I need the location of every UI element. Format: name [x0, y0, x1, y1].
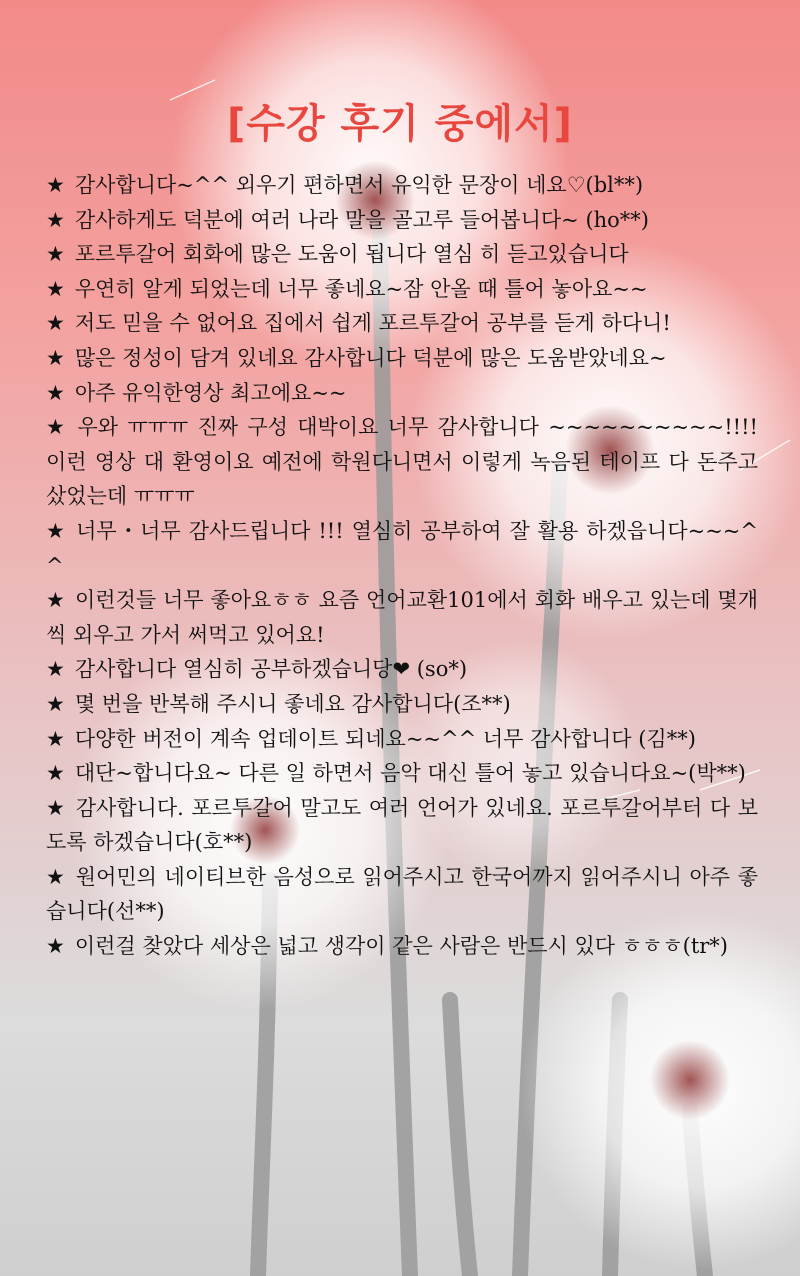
review-item: [46, 203, 758, 238]
page-title: [수강 후기 중에서]: [227, 101, 573, 147]
star-icon: ★: [46, 934, 65, 959]
review-text: 원어민의 네이티브한 음성으로 읽어주시고 한국어까지 읽어주시니 아주 좋습니다(선**): [46, 864, 759, 924]
review-text: 저도 믿을 수 없어요 집에서 쉽게 포르투갈어 공부를 듣게 하다니!: [74, 311, 671, 336]
review-text: 너무・너무 감사드립니다 !!! 열심히 공부하여 잘 활용 하겠읍니다~~~^^: [46, 518, 759, 578]
star-icon: ★: [46, 726, 65, 751]
review-list: [46, 168, 758, 964]
review-item: [46, 272, 758, 307]
star-icon: ★: [46, 518, 67, 543]
review-item: [46, 376, 758, 411]
star-icon: ★: [46, 691, 65, 716]
review-item: [46, 168, 758, 203]
review-item: [46, 583, 758, 652]
star-icon: ★: [46, 380, 65, 405]
review-text: 감사합니다. 포르투갈어 말고도 여러 언어가 있네요. 포르투갈어부터 다 보도록 하겠습니다(호**): [46, 795, 758, 855]
review-item: [46, 410, 758, 514]
star-icon: ★: [46, 761, 65, 786]
star-icon: ★: [46, 657, 65, 682]
review-text: 감사하게도 덕분에 여러 나라 말을 골고루 들어봅니다~ (ho**): [74, 207, 649, 232]
star-icon: ★: [46, 415, 68, 440]
review-text: 대단~합니다요~ 다른 일 하면서 음악 대신 틀어 놓고 있습니다요~(박**): [74, 761, 746, 786]
review-item: [46, 929, 758, 964]
star-icon: ★: [46, 276, 65, 301]
review-item: [46, 722, 758, 757]
review-item: [46, 756, 758, 791]
review-item: [46, 687, 758, 722]
review-item: [46, 514, 758, 583]
review-item: [46, 237, 758, 272]
review-text: 우연히 알게 되었는데 너무 좋네요~잠 안올 때 틀어 놓아요~~: [74, 276, 648, 301]
review-item: [46, 791, 758, 860]
review-item: [46, 652, 758, 687]
review-text: 포르투갈어 회화에 많은 도움이 됩니다 열심 히 듣고있습니다: [74, 242, 629, 267]
star-icon: ★: [46, 173, 65, 197]
star-icon: ★: [46, 242, 65, 267]
review-text: 감사합니다~^^ 외우기 편하면서 유익한 문장이 네요♡(bl**): [74, 173, 644, 197]
review-text: 몇 번을 반복해 주시니 좋네요 감사합니다(조**): [74, 691, 511, 716]
review-text: 이런걸 찾았다 세상은 넓고 생각이 같은 사람은 반드시 있다 ㅎㅎㅎ(tr*): [74, 934, 728, 959]
star-icon: ★: [46, 311, 65, 336]
review-text: 이런것들 너무 좋아요ㅎㅎ 요즘 언어교환101에서 회화 배우고 있는데 몇개씩 외우고 가서 써먹고 있어요!: [46, 588, 758, 647]
star-icon: ★: [46, 345, 65, 370]
review-item: [46, 860, 758, 929]
star-icon: ★: [46, 864, 66, 889]
star-icon: ★: [46, 207, 65, 232]
review-text: 아주 유익한영상 최고에요~~: [74, 380, 347, 405]
star-icon: ★: [46, 795, 66, 820]
review-text: 우와 ㅠㅠㅠ 진짜 구성 대박이요 너무 감사합니다 ~~~~~~~~~~!!!! 이런 영상 대 환영이요 예전에 학원다니면서 이렇게 녹음된 테이프 다 돈주고 샀었는데 ㅠㅠㅠ: [46, 415, 758, 509]
star-icon: ★: [46, 588, 65, 613]
review-item: [46, 341, 758, 376]
review-text: 많은 정성이 담겨 있네요 감사합니다 덕분에 많은 도움받았네요~: [74, 345, 667, 370]
review-text: 다양한 버전이 계속 업데이트 되네요~~^^ 너무 감사합니다 (김**): [74, 726, 696, 751]
review-item: [46, 306, 758, 341]
review-text: 감사합니다 열심히 공부하겠습니당❤ (so*): [74, 657, 468, 682]
